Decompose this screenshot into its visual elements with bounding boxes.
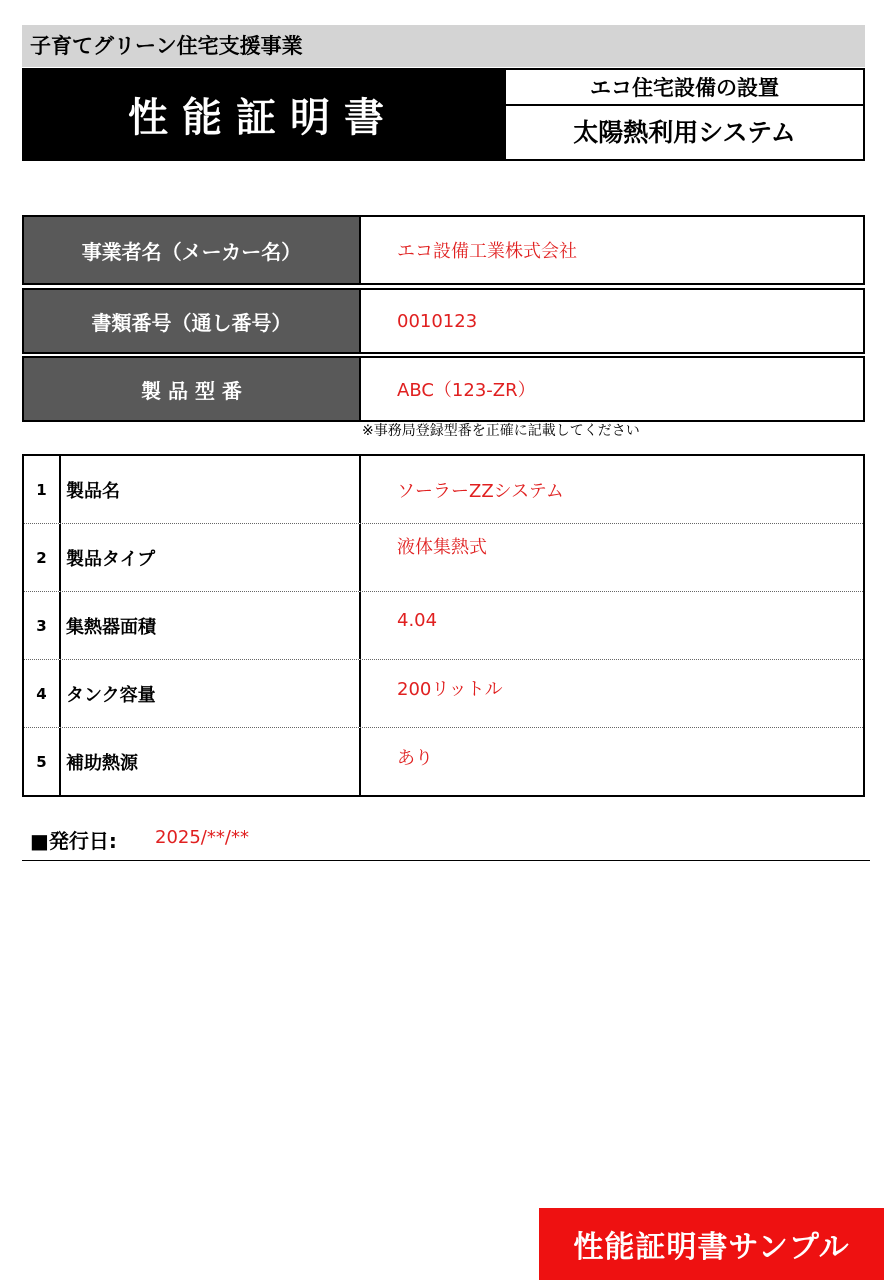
document-title: 性能証明書 — [22, 68, 504, 161]
table-row — [24, 524, 863, 592]
row-number: 5 — [24, 728, 61, 795]
model-note: ※事務局登録型番を正確に記載してください — [362, 423, 640, 439]
row-value: あり — [397, 748, 433, 769]
issue-date-value: 2025/**/** — [155, 827, 249, 848]
row-label: タンク容量 — [61, 660, 361, 727]
info-value: 0010123 — [397, 310, 478, 332]
issue-date-underline — [22, 860, 870, 861]
row-number: 4 — [24, 660, 61, 727]
row-label: 集熱器面積 — [61, 592, 361, 659]
row-value: 200リットル — [397, 679, 503, 700]
row-value: ソーラーZZシステム — [397, 480, 564, 502]
table-row — [24, 456, 863, 524]
category-line-1: エコ住宅設備の設置 — [506, 70, 863, 106]
table-row — [24, 728, 863, 795]
row-number: 1 — [24, 456, 61, 523]
row-number: 3 — [24, 592, 61, 659]
info-row-doc-number — [22, 288, 865, 354]
row-label: 製品名 — [61, 456, 361, 523]
table-row — [24, 660, 863, 728]
issue-date-label: ■発行日: — [30, 829, 117, 853]
info-label: 書類番号（通し番号） — [24, 290, 361, 352]
info-row-model — [22, 356, 865, 422]
spec-table — [22, 454, 865, 797]
row-label: 製品タイプ — [61, 524, 361, 591]
row-value: 液体集熱式 — [397, 537, 487, 558]
category-line-2: 太陽熱利用システム — [573, 118, 796, 147]
sample-badge: 性能証明書サンプル — [539, 1208, 884, 1280]
info-value: ABC（123-ZR） — [397, 380, 536, 401]
row-value: 4.04 — [397, 610, 438, 631]
info-label: 事業者名（メーカー名） — [24, 217, 361, 283]
program-name: 子育てグリーン住宅支援事業 — [22, 25, 865, 67]
info-row-maker — [22, 215, 865, 285]
table-row — [24, 592, 863, 660]
info-label: 製 品 型 番 — [24, 358, 361, 420]
row-label: 補助熱源 — [61, 728, 361, 795]
info-value: エコ設備工業株式会社 — [397, 241, 577, 262]
row-number: 2 — [24, 524, 61, 591]
category-box — [504, 68, 865, 161]
